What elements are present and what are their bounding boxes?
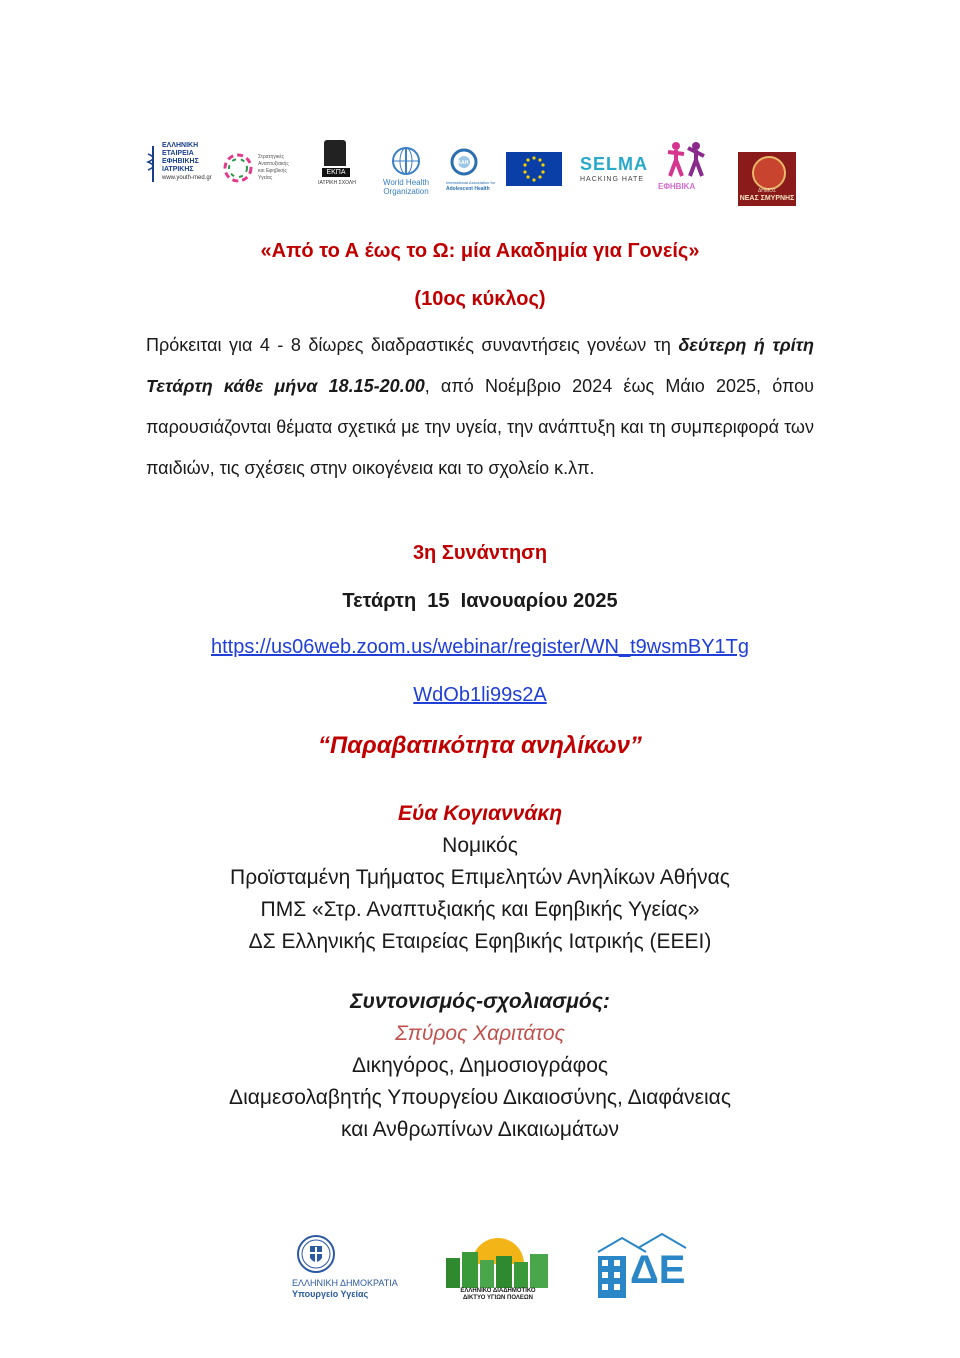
logo-eu-flag	[506, 140, 564, 200]
municipal-seal-icon	[752, 156, 786, 190]
logo-dimos-nea-smyrni: ΔΗΜΟΣ ΝΕΑΣ ΣΜΥΡΝΗΣ	[738, 152, 796, 206]
topic-title: “Παραβατικότητα ανηλίκων”	[318, 732, 642, 759]
logo-strategy-health: Στρατηγικές Αναπτυξιακής και Εφηβικής Υγείας	[220, 140, 300, 200]
logo-iaah: IAAH International Association for Adolescent Health	[446, 140, 496, 200]
logo-ministry-of-health: ΕΛΛΗΝΙΚΗ ΔΗΜΟΚΡΑΤΙΑ Υπουργείο Υγείας	[292, 1230, 416, 1302]
intro-text-2: , από Νοέμβριο 2024 έως Μάιο 2025, όπου παρουσιάζονται θέματα σχετικά με την υγεία, την ανάπτυξη και τη συμπεριφορά των παιδιών, τις σχέσεις στην οικογένεια και το σχολείο κ.λπ.	[146, 376, 814, 478]
speaker-role: ΔΣ Ελληνικής Εταιρείας Εφηβικής Ιατρικής (ΕΕΕΙ)	[248, 930, 712, 953]
meeting-date: Τετάρτη 15 Ιανουαρίου 2025	[342, 590, 618, 612]
intro-paragraph	[146, 325, 814, 489]
coordinator-role: και Ανθρωπίνων Δικαιωμάτων	[340, 1118, 620, 1141]
intro-text-1: Πρόκειται για 4 - 8 δίωρες διαδραστικές συναντήσεις γονέων τη	[146, 335, 679, 355]
logo-selma: SELMA HACKING HATE	[580, 154, 648, 183]
logo-efivika: ΕΦΗΒΙΚΑ	[656, 140, 736, 200]
eu-flag-icon	[506, 152, 562, 186]
city-skyline-icon	[442, 1230, 554, 1288]
zoom-link[interactable]	[0, 636, 960, 659]
greek-emblem-icon	[296, 1234, 336, 1274]
logo-healthy-cities-network: ΕΛΛΗΝΙΚΟ ΔΙΑΔΗΜΟΤΙΚΟ ΔΙΚΤΥΟ ΥΓΙΩΝ ΠΟΛΕΩΝ	[442, 1230, 554, 1304]
speaker-name: Εύα Κογιαννάκη	[397, 802, 563, 825]
ring-people-icon	[220, 150, 256, 186]
speaker-role: Νομικός	[442, 834, 518, 857]
zoom-link-line-2[interactable]: WdOb1li99s2A	[413, 684, 547, 706]
logo-who: World Health Organization	[378, 140, 434, 200]
logo-ekpa: ΕΚΠΑ ΙΑΤΡΙΚΗ ΣΧΟΛΗ	[316, 140, 356, 200]
zoom-link-continued[interactable]	[0, 684, 960, 707]
coordination-label: Συντονισμός-σχολιασμός:	[350, 990, 610, 1013]
event-cycle: (10ος κύκλος)	[414, 288, 546, 310]
logo-de: ΔΕ	[592, 1230, 688, 1302]
event-title: «Από το Α έως το Ω: μία Ακαδημία για Γονείς»	[260, 240, 700, 262]
zoom-link-line-1[interactable]: https://us06web.zoom.us/webinar/register/WN_t9wsmBY1Tg	[211, 636, 749, 658]
coordinator-role: Διαμεσολαβητής Υπουργείου Δικαιοσύνης, Διαφάνειας	[229, 1086, 731, 1109]
intro-emphasis: δεύτερη ή τρίτη Τετάρτη κάθε μήνα 18.15-20.00	[146, 335, 814, 396]
caduceus-icon	[146, 144, 160, 184]
coordinator-name: Σπύρος Χαριτάτος	[395, 1022, 565, 1045]
jumping-figures-icon	[660, 140, 710, 180]
athena-head-icon	[324, 140, 346, 166]
coordinator-role: Δικηγόρος, Δημοσιογράφος	[351, 1054, 609, 1077]
speaker-role: Προϊσταμένη Τμήματος Επιμελητών Ανηλίκων Αθήνας	[230, 866, 730, 889]
who-globe-icon	[389, 146, 423, 176]
logo-eeei: ΕΛΛΗΝΙΚΗ ΕΤΑΙΡΕΙΑ ΕΦΗΒΙΚΗΣ ΙΑΤΡΙΚΗΣ www.youth-med.gr	[146, 140, 216, 200]
speaker-role: ΠΜΣ «Στρ. Αναπτυξιακής και Εφηβικής Υγείας»	[260, 898, 700, 921]
meeting-number: 3η Συνάντηση	[412, 542, 548, 564]
